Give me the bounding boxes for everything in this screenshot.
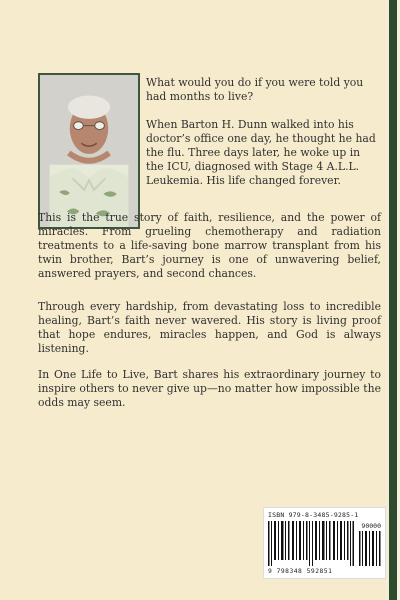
isbn-barcode <box>263 507 386 579</box>
price-barcode-bars <box>359 531 381 566</box>
tagline-question: What would you do if you were told you had months to live? <box>146 76 364 103</box>
closing-paragraph: In One Life to Live, Bart shares his extraordinary journey to inspire others to never give up—no matter how impossible the odds may seem. <box>38 368 381 409</box>
spine-edge-line <box>389 0 397 600</box>
author-photo <box>38 73 140 229</box>
isbn-number: 9 798348 592851 <box>268 568 333 575</box>
story-summary-paragraph: This is the true story of faith, resilience, and the power of miracles. From grueling chemotherapy and radiation treatments to a life-saving bone marrow transplant from his twin brother, Bart’s journey is one of unwavering belief, answered prayers, and second chances. <box>38 211 381 280</box>
author-portrait-illustration <box>40 75 138 227</box>
barcode-bars <box>268 521 354 566</box>
price-code: 90000 <box>361 522 381 530</box>
faith-paragraph: Through every hardship, from devastating loss to incredible healing, Bart’s faith never wavered. His story is living proof that hope endures, miracles happen, and God is always listening. <box>38 300 381 355</box>
isbn-label: ISBN 979-8-3485-9285-1 <box>268 511 359 519</box>
story-intro-paragraph: When Barton H. Dunn walked into his doctor’s office one day, he thought he had the flu. Three days later, he woke up in the ICU, diagnosed with Stage 4 A.L.L. Leukemia. His life changed forever. <box>146 118 376 187</box>
